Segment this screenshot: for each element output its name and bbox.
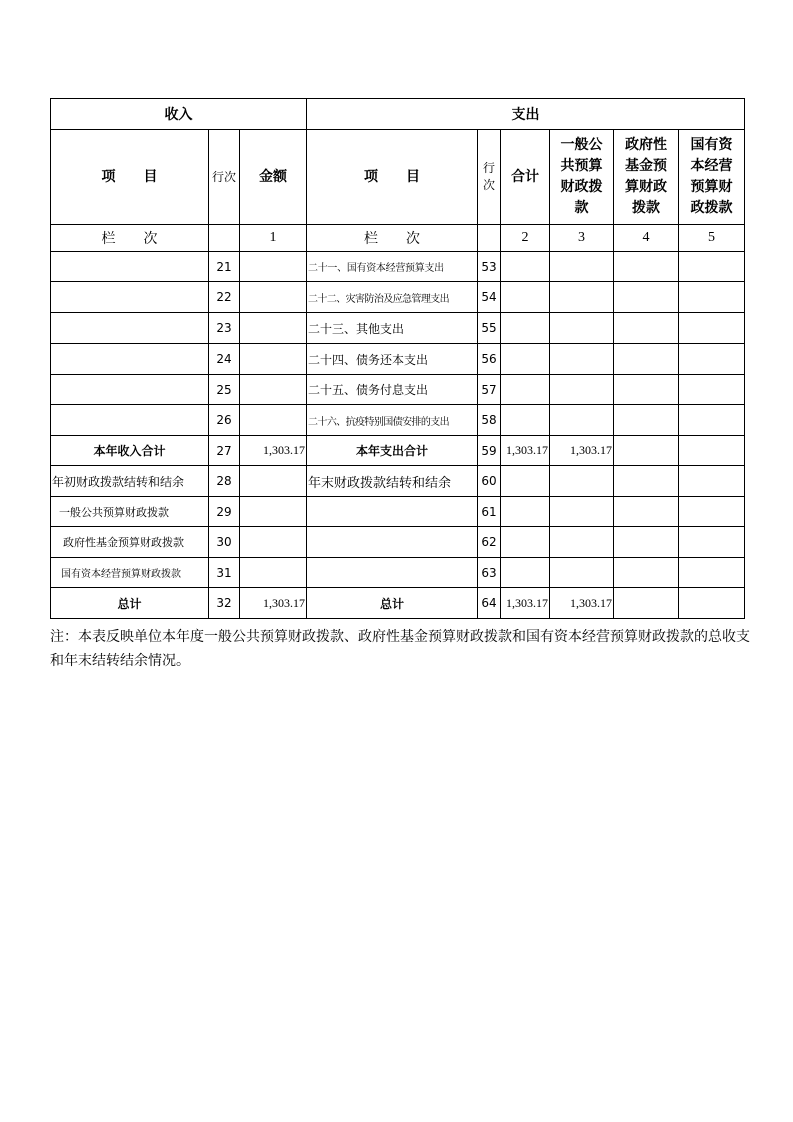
expenditure-line: 59: [478, 436, 501, 466]
expenditure-item: [307, 497, 478, 527]
column-number: 5: [679, 225, 745, 252]
expenditure-general-public: [550, 405, 614, 436]
income-item: [51, 313, 209, 344]
expenditure-general-public: [550, 375, 614, 405]
income-amount: [240, 282, 307, 313]
expenditure-line: 58: [478, 405, 501, 436]
expenditure-subtotal-label: 本年支出合计: [307, 436, 478, 466]
expenditure-state-capital: [679, 527, 745, 558]
expenditure-total: [501, 497, 550, 527]
general-public-budget-header: 一般公共预算财政拨款: [550, 130, 614, 225]
income-line: 27: [209, 436, 240, 466]
expenditure-gov-fund: [614, 527, 679, 558]
expenditure-total: [501, 282, 550, 313]
expenditure-state-capital: [679, 282, 745, 313]
income-amount: [240, 527, 307, 558]
expenditure-general-public: [550, 558, 614, 588]
expenditure-line: 62: [478, 527, 501, 558]
expenditure-general-public: [550, 344, 614, 375]
income-amount: [240, 375, 307, 405]
table-row: [51, 527, 745, 558]
income-item: 一般公共预算财政拨款: [51, 497, 209, 527]
expenditure-item: [307, 558, 478, 588]
expenditure-gov-fund: [614, 436, 679, 466]
expenditure-state-capital: [679, 375, 745, 405]
expenditure-total: [501, 466, 550, 497]
income-header: 收入: [51, 99, 307, 130]
table-row: [51, 405, 745, 436]
expenditure-state-capital: [679, 588, 745, 619]
column-number-row: [51, 225, 745, 252]
income-amount: [240, 497, 307, 527]
expenditure-total: [501, 405, 550, 436]
column-label: 栏 次: [51, 225, 209, 252]
expenditure-state-capital: [679, 497, 745, 527]
expenditure-gov-fund: [614, 558, 679, 588]
state-capital-budget-header: 国有资本经营预算财政拨款: [679, 130, 745, 225]
column-header-row: [51, 130, 745, 225]
column-number-blank: [209, 225, 240, 252]
expenditure-state-capital: [679, 466, 745, 497]
expenditure-general-public: [550, 497, 614, 527]
expenditure-state-capital: [679, 252, 745, 282]
income-grand-total-label: 总计: [51, 588, 209, 619]
column-number: 3: [550, 225, 614, 252]
column-number: 2: [501, 225, 550, 252]
income-line: 28: [209, 466, 240, 497]
income-amount: [240, 405, 307, 436]
income-line: 29: [209, 497, 240, 527]
gov-fund-budget-header: 政府性基金预算财政拨款: [614, 130, 679, 225]
table-row-total: [51, 588, 745, 619]
table-row: [51, 282, 745, 313]
expenditure-general-public: [550, 466, 614, 497]
expenditure-total: 1,303.17: [501, 436, 550, 466]
table-row: [51, 375, 745, 405]
expenditure-total: 1,303.17: [501, 588, 550, 619]
income-item: [51, 252, 209, 282]
expenditure-gov-fund: [614, 375, 679, 405]
expenditure-gov-fund: [614, 405, 679, 436]
expenditure-gov-fund: [614, 313, 679, 344]
expenditure-line: 56: [478, 344, 501, 375]
column-label: 栏 次: [307, 225, 478, 252]
income-line: 22: [209, 282, 240, 313]
expenditure-gov-fund: [614, 466, 679, 497]
income-item-header: 项 目: [51, 130, 209, 225]
income-amount: [240, 466, 307, 497]
table-row: [51, 313, 745, 344]
column-number: 4: [614, 225, 679, 252]
income-item: 国有资本经营预算财政拨款: [51, 558, 209, 588]
income-line: 31: [209, 558, 240, 588]
expenditure-general-public: [550, 313, 614, 344]
section-header-row: [51, 99, 745, 130]
table-row: [51, 497, 745, 527]
expenditure-item: 年末财政拨款结转和结余: [307, 466, 478, 497]
table-row: [51, 344, 745, 375]
income-amount: 1,303.17: [240, 436, 307, 466]
expenditure-gov-fund: [614, 282, 679, 313]
income-amount-header: 金额: [240, 130, 307, 225]
expenditure-item-header: 项 目: [307, 130, 478, 225]
expenditure-state-capital: [679, 436, 745, 466]
expenditure-line: 60: [478, 466, 501, 497]
income-item: [51, 344, 209, 375]
income-item: [51, 405, 209, 436]
expenditure-gov-fund: [614, 252, 679, 282]
income-item: 政府性基金预算财政拨款: [51, 527, 209, 558]
income-subtotal-label: 本年收入合计: [51, 436, 209, 466]
expenditure-general-public: 1,303.17: [550, 436, 614, 466]
expenditure-item: 二十五、债务付息支出: [307, 375, 478, 405]
table-row-subtotal: [51, 436, 745, 466]
table-row: [51, 252, 745, 282]
table-row: [51, 558, 745, 588]
expenditure-line: 54: [478, 282, 501, 313]
income-line-header: 行次: [209, 130, 240, 225]
fiscal-appropriation-table: [50, 98, 745, 619]
expenditure-line: 55: [478, 313, 501, 344]
expenditure-total: [501, 313, 550, 344]
income-line: 26: [209, 405, 240, 436]
expenditure-general-public: [550, 282, 614, 313]
table-row: [51, 466, 745, 497]
expenditure-item: [307, 527, 478, 558]
expenditure-item: 二十二、灾害防治及应急管理支出: [307, 282, 478, 313]
expenditure-general-public: [550, 252, 614, 282]
income-item: [51, 282, 209, 313]
expenditure-item: 二十四、债务还本支出: [307, 344, 478, 375]
expenditure-total: [501, 527, 550, 558]
column-number: 1: [240, 225, 307, 252]
expenditure-grand-total-label: 总计: [307, 588, 478, 619]
expenditure-line: 57: [478, 375, 501, 405]
expenditure-state-capital: [679, 405, 745, 436]
expenditure-total: [501, 252, 550, 282]
expenditure-state-capital: [679, 313, 745, 344]
expenditure-line: 53: [478, 252, 501, 282]
expenditure-line: 61: [478, 497, 501, 527]
income-amount: [240, 558, 307, 588]
expenditure-total: [501, 558, 550, 588]
expenditure-total: [501, 344, 550, 375]
expenditure-state-capital: [679, 344, 745, 375]
income-item: [51, 375, 209, 405]
expenditure-gov-fund: [614, 588, 679, 619]
income-line: 25: [209, 375, 240, 405]
expenditure-item: 二十一、国有资本经营预算支出: [307, 252, 478, 282]
expenditure-total: [501, 375, 550, 405]
column-number-blank: [478, 225, 501, 252]
expenditure-line: 63: [478, 558, 501, 588]
income-amount: 1,303.17: [240, 588, 307, 619]
income-line: 24: [209, 344, 240, 375]
expenditure-gov-fund: [614, 497, 679, 527]
expenditure-item: 二十六、抗疫特别国债安排的支出: [307, 405, 478, 436]
income-item: 年初财政拨款结转和结余: [51, 466, 209, 497]
expenditure-line-header: 行次: [478, 130, 501, 225]
expenditure-state-capital: [679, 558, 745, 588]
income-line: 21: [209, 252, 240, 282]
income-line: 30: [209, 527, 240, 558]
table-footnote: 注：本表反映单位本年度一般公共预算财政拨款、政府性基金预算财政拨款和国有资本经营预算财政拨款的总收支和年末结转结余情况。: [50, 630, 750, 669]
expenditure-item: 二十三、其他支出: [307, 313, 478, 344]
income-line: 32: [209, 588, 240, 619]
income-line: 23: [209, 313, 240, 344]
expenditure-total-header: 合计: [501, 130, 550, 225]
income-amount: [240, 313, 307, 344]
expenditure-gov-fund: [614, 344, 679, 375]
expenditure-header: 支出: [307, 99, 745, 130]
expenditure-general-public: [550, 527, 614, 558]
expenditure-line: 64: [478, 588, 501, 619]
expenditure-general-public: 1,303.17: [550, 588, 614, 619]
income-amount: [240, 344, 307, 375]
income-amount: [240, 252, 307, 282]
